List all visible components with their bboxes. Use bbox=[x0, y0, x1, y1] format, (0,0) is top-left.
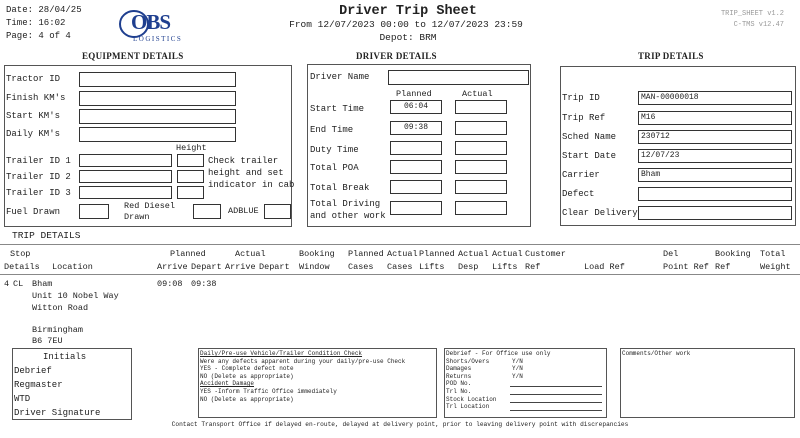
note-line: height and set bbox=[208, 168, 284, 178]
red-diesel-line: Drawn bbox=[124, 212, 150, 222]
carrier-label: Carrier bbox=[562, 170, 600, 180]
tractor-id-field[interactable] bbox=[79, 72, 236, 87]
planned-header: Planned bbox=[396, 89, 432, 99]
finish-km-field[interactable] bbox=[79, 91, 236, 106]
col-planned-lifts-2: Lifts bbox=[419, 262, 445, 272]
col-actual-arrive: Arrive bbox=[225, 262, 256, 272]
stops-table-header bbox=[0, 248, 800, 274]
trailer2-height-field[interactable] bbox=[177, 170, 204, 183]
daily-km-label: Daily KM's bbox=[6, 129, 61, 139]
red-diesel-label bbox=[124, 201, 175, 223]
trailer3-field[interactable] bbox=[79, 186, 172, 199]
planned-depart: 09:38 bbox=[191, 279, 217, 289]
col-planned-depart: Depart bbox=[191, 262, 222, 272]
actual-duty-field[interactable] bbox=[455, 141, 507, 155]
driver-heading: DRIVER DETAILS bbox=[356, 51, 437, 61]
total-driving-line: and other work bbox=[310, 211, 386, 221]
returns-value: Y/N bbox=[512, 372, 523, 380]
adblue-field[interactable] bbox=[264, 204, 291, 219]
sched-name-field[interactable]: 230712 bbox=[638, 130, 792, 144]
col-planned: Planned bbox=[170, 249, 206, 259]
start-date-field[interactable]: 12/07/23 bbox=[638, 149, 792, 163]
height-label: Height bbox=[176, 143, 207, 153]
col-del-point-2: Point Ref bbox=[663, 262, 709, 272]
report-meta bbox=[6, 4, 82, 43]
check-no: NO (Delete as appropriate) bbox=[200, 372, 294, 380]
col-total-weight: Total bbox=[760, 249, 786, 259]
date-range: From 12/07/2023 00:00 to 12/07/2023 23:59 bbox=[289, 19, 523, 30]
trip-ref-label: Trip Ref bbox=[562, 113, 606, 123]
col-planned-cases-2: Cases bbox=[348, 262, 374, 272]
report-id: TRIP_SHEET v1.2 bbox=[720, 10, 784, 18]
col-booking-ref: Booking bbox=[715, 249, 751, 259]
stock-location-label: Stock Location bbox=[446, 395, 497, 403]
note-line: indicator in cab bbox=[208, 180, 295, 190]
duty-time-label: Duty Time bbox=[310, 145, 359, 155]
office-debrief-title: Debrief - For Office use only bbox=[446, 350, 551, 357]
wtd-label: WTD bbox=[14, 394, 31, 404]
col-booking: Booking bbox=[299, 249, 335, 259]
trip-panel bbox=[560, 66, 796, 226]
start-date-label: Start Date bbox=[562, 151, 617, 161]
check-question: Were any defects apparent during your daily/pre-use Check bbox=[200, 357, 406, 365]
logo-text: OBS bbox=[131, 10, 171, 34]
start-km-label: Start KM's bbox=[6, 111, 61, 121]
page-number: Page: 4 of 4 bbox=[6, 31, 71, 41]
col-booking-ref-2: Ref bbox=[715, 262, 731, 272]
carrier-field[interactable]: Bham bbox=[638, 168, 792, 182]
shorts-overs-value: Y/N bbox=[512, 357, 523, 365]
print-date: Date: 28/04/25 bbox=[6, 5, 82, 15]
actual-break-field[interactable] bbox=[455, 180, 507, 194]
col-actual-depart: Depart bbox=[259, 262, 290, 272]
table-row bbox=[0, 278, 800, 346]
print-time: Time: 16:02 bbox=[6, 18, 66, 28]
col-planned-cases: Planned bbox=[348, 249, 384, 259]
damages-value: Y/N bbox=[512, 365, 523, 373]
condition-check-text bbox=[200, 350, 405, 403]
total-driving-label bbox=[310, 198, 386, 222]
trailer1-height-field[interactable] bbox=[177, 154, 204, 167]
planned-start-field[interactable]: 06:04 bbox=[390, 100, 442, 114]
stop-type: CL bbox=[13, 279, 24, 289]
planned-arrive: 09:08 bbox=[157, 279, 183, 289]
clear-delivery-label: Clear Delivery bbox=[562, 208, 638, 218]
driver-signature-label: Driver Signature bbox=[14, 408, 101, 418]
accident-yes: YES -Inform Traffic Office immediately bbox=[200, 387, 337, 395]
defect-field[interactable] bbox=[638, 187, 792, 201]
note-line: Check trailer bbox=[208, 156, 279, 166]
trip-heading: TRIP DETAILS bbox=[638, 51, 704, 61]
debrief-label: Debrief bbox=[14, 366, 52, 376]
stop-address-line2: Witton Road bbox=[32, 303, 89, 313]
planned-driving-field[interactable] bbox=[390, 201, 442, 215]
col-details: Details bbox=[4, 262, 40, 272]
adblue-label: ADBLUE bbox=[228, 206, 259, 216]
stop-name: Bham bbox=[32, 279, 53, 289]
damages-label: Damages bbox=[446, 365, 472, 373]
shorts-overs-label: Shorts/Overs bbox=[446, 357, 490, 365]
defect-label: Defect bbox=[562, 189, 595, 199]
trailer1-field[interactable] bbox=[79, 154, 172, 167]
total-driving-line: Total Driving bbox=[310, 199, 381, 209]
contact-note: Contact Transport Office if delayed en-route, delayed at delivery point, prior to leaving delivery point with discrepancies bbox=[171, 421, 629, 428]
col-actual: Actual bbox=[235, 249, 266, 259]
trailer3-label: Trailer ID 3 bbox=[6, 188, 71, 198]
stops-section-title: TRIP DETAILS bbox=[12, 230, 81, 241]
end-time-label: End Time bbox=[310, 125, 354, 135]
trailer2-label: Trailer ID 2 bbox=[6, 172, 71, 182]
col-actual-desp: Actual bbox=[458, 249, 489, 259]
planned-duty-field[interactable] bbox=[390, 141, 442, 155]
col-actual-lifts: Actual bbox=[492, 249, 523, 259]
logo-subtext: LOGISTICS bbox=[133, 35, 183, 43]
comments-box[interactable] bbox=[620, 348, 795, 418]
actual-end-field[interactable] bbox=[455, 121, 507, 135]
driver-name-label: Driver Name bbox=[310, 72, 370, 82]
col-window: Window bbox=[299, 262, 330, 272]
stop-address-line1: Unit 10 Nobel Way bbox=[32, 291, 119, 301]
planned-poa-field[interactable] bbox=[390, 160, 442, 174]
col-actual-cases: Actual bbox=[387, 249, 418, 259]
clear-delivery-field[interactable] bbox=[638, 206, 792, 220]
col-actual-cases-2: Cases bbox=[387, 262, 413, 272]
trailer3-height-field[interactable] bbox=[177, 186, 204, 199]
daily-km-field[interactable] bbox=[79, 127, 236, 142]
trl-no-line[interactable] bbox=[510, 394, 602, 395]
total-break-label: Total Break bbox=[310, 183, 370, 193]
trip-ref-field[interactable]: M16 bbox=[638, 111, 792, 125]
red-diesel-field[interactable] bbox=[193, 204, 221, 219]
col-actual-lifts-2: Lifts bbox=[492, 262, 518, 272]
stop-number: 4 bbox=[4, 279, 10, 289]
check-heading: Daily/Pre-use Vehicle/Trailer Condition Check bbox=[200, 350, 363, 357]
actual-header: Actual bbox=[462, 89, 493, 99]
page-title: Driver Trip Sheet bbox=[339, 4, 477, 19]
system-version: C-TMS v12.47 bbox=[733, 21, 784, 29]
stock-location-line[interactable] bbox=[510, 402, 602, 403]
report-version bbox=[721, 9, 784, 31]
planned-end-field[interactable]: 09:38 bbox=[390, 121, 442, 135]
stop-postcode: B6 7EU bbox=[32, 336, 63, 346]
tractor-id-label: Tractor ID bbox=[6, 74, 61, 84]
returns-label: Returns bbox=[446, 372, 472, 380]
actual-driving-field[interactable] bbox=[455, 201, 507, 215]
fuel-drawn-field[interactable] bbox=[79, 204, 109, 219]
company-logo bbox=[118, 8, 183, 44]
planned-break-field[interactable] bbox=[390, 180, 442, 194]
red-diesel-line: Red Diesel bbox=[124, 201, 176, 211]
depot: Depot: BRM bbox=[379, 32, 437, 43]
sched-name-label: Sched Name bbox=[562, 132, 617, 142]
driver-name-field[interactable] bbox=[388, 70, 529, 85]
start-time-label: Start Time bbox=[310, 104, 365, 114]
start-km-field[interactable] bbox=[79, 109, 236, 124]
trip-id-label: Trip ID bbox=[562, 93, 600, 103]
trip-id-field[interactable]: MAN-00000018 bbox=[638, 91, 792, 105]
section-divider bbox=[0, 244, 800, 245]
accident-heading: Accident Damage bbox=[200, 380, 255, 388]
total-poa-label: Total POA bbox=[310, 163, 359, 173]
trailer2-field[interactable] bbox=[79, 170, 172, 183]
col-planned-lifts: Planned bbox=[419, 249, 455, 259]
pod-label: POD No. bbox=[446, 380, 472, 388]
trailer1-label: Trailer ID 1 bbox=[6, 156, 71, 166]
comments-label: Comments/Other work bbox=[622, 350, 691, 357]
pod-line[interactable] bbox=[510, 386, 602, 387]
trailer-height-note bbox=[208, 155, 294, 191]
col-customer-ref-2: Ref bbox=[525, 262, 541, 272]
equipment-heading: EQUIPMENT DETAILS bbox=[82, 51, 184, 61]
col-del-point: Del bbox=[663, 249, 679, 259]
stop-city: Birmingham bbox=[32, 325, 84, 335]
col-load-ref: Load Ref bbox=[584, 262, 625, 272]
table-header-rule bbox=[0, 274, 800, 275]
actual-poa-field[interactable] bbox=[455, 160, 507, 174]
initials-title: Initials bbox=[43, 352, 87, 362]
accident-no: NO (Delete as appropriate) bbox=[200, 395, 294, 403]
col-stop: Stop bbox=[10, 249, 31, 259]
col-total-weight-2: Weight bbox=[760, 262, 791, 272]
col-customer-ref: Customer bbox=[525, 249, 566, 259]
trl-location-label: Trl Location bbox=[446, 403, 490, 411]
col-location: Location bbox=[52, 262, 93, 272]
trl-location-line[interactable] bbox=[510, 410, 602, 411]
check-yes: YES - Complete defect note bbox=[200, 365, 294, 373]
regmaster-label: Regmaster bbox=[14, 380, 63, 390]
fuel-drawn-label: Fuel Drawn bbox=[6, 207, 61, 217]
trl-no-label: Trl No. bbox=[446, 388, 472, 395]
actual-start-field[interactable] bbox=[455, 100, 507, 114]
col-planned-arrive: Arrive bbox=[157, 262, 188, 272]
col-actual-desp-2: Desp bbox=[458, 262, 479, 272]
finish-km-label: Finish KM's bbox=[6, 93, 66, 103]
